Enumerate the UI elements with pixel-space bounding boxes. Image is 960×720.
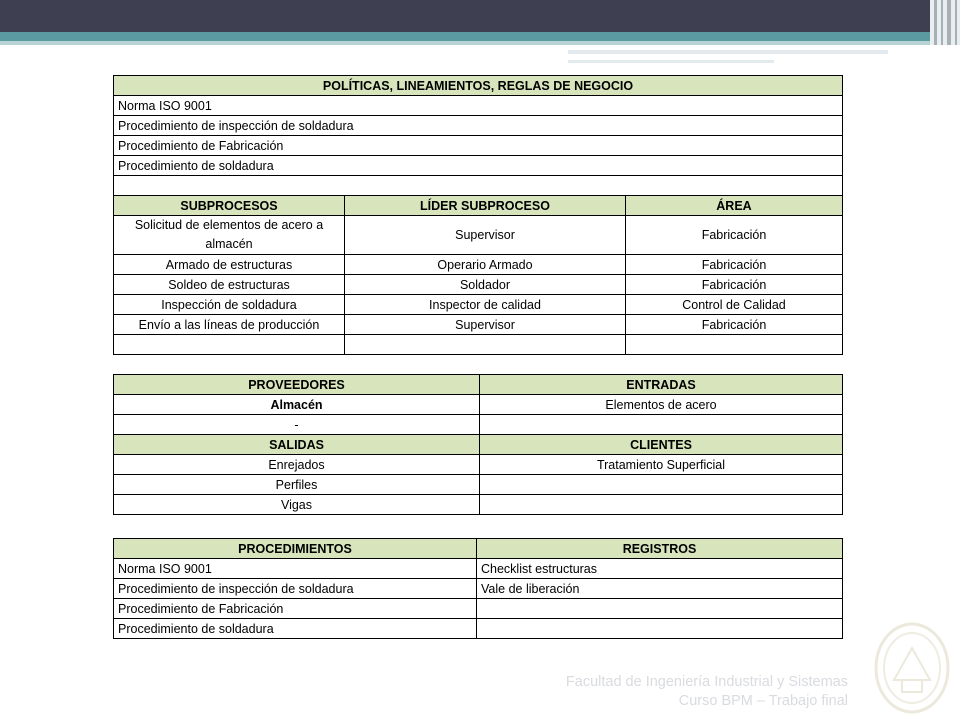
footer-faculty: Facultad de Ingeniería Industrial y Sistemas — [565, 674, 848, 690]
policy-item: Norma ISO 9001 — [114, 96, 843, 116]
subprocess-cell: Armado de estructuras — [114, 255, 345, 275]
client-cell — [480, 495, 843, 515]
slide-top-bar — [0, 0, 930, 32]
slide-footer — [566, 673, 848, 711]
client-cell: Tratamiento Superficial — [480, 455, 843, 475]
policy-item: Procedimiento de inspección de soldadura — [114, 116, 843, 136]
accent-line-1 — [568, 50, 888, 54]
slide-teal-band-light — [0, 41, 930, 45]
clients-header: CLIENTES — [480, 435, 843, 455]
procedure-cell: Procedimiento de Fabricación — [114, 599, 477, 619]
empty-row — [114, 176, 843, 196]
leader-cell: Supervisor — [345, 216, 626, 255]
empty-row — [114, 335, 843, 355]
subprocess-cell: Inspección de soldadura — [114, 295, 345, 315]
input-cell — [480, 415, 843, 435]
table-row — [114, 315, 843, 335]
university-seal-icon — [872, 620, 952, 715]
policies-subprocesses-table — [113, 75, 843, 355]
policy-item: Procedimiento de Fabricación — [114, 136, 843, 156]
record-cell: Checklist estructuras — [477, 559, 843, 579]
supplier-cell: - — [114, 415, 480, 435]
slide-teal-band — [0, 32, 930, 41]
subprocesses-header: SUBPROCESOS — [114, 196, 345, 216]
leader-header: LÍDER SUBPROCESO — [345, 196, 626, 216]
table-row — [114, 579, 843, 599]
area-cell: Fabricación — [626, 216, 843, 255]
output-cell: Vigas — [114, 495, 480, 515]
procedures-table — [113, 538, 843, 639]
records-header: REGISTROS — [477, 539, 843, 559]
slide-right-stripes — [930, 0, 960, 45]
outputs-header: SALIDAS — [114, 435, 480, 455]
output-cell: Enrejados — [114, 455, 480, 475]
inputs-header: ENTRADAS — [480, 375, 843, 395]
supplier-cell: Almacén — [114, 395, 480, 415]
record-cell: Vale de liberación — [477, 579, 843, 599]
area-cell: Fabricación — [626, 315, 843, 335]
table-row — [114, 559, 843, 579]
area-cell: Fabricación — [626, 255, 843, 275]
leader-cell: Operario Armado — [345, 255, 626, 275]
table-row — [114, 455, 843, 475]
client-cell — [480, 475, 843, 495]
leader-cell: Soldador — [345, 275, 626, 295]
table-row — [114, 275, 843, 295]
record-cell — [477, 599, 843, 619]
subprocess-cell: Envío a las líneas de producción — [114, 315, 345, 335]
area-cell: Fabricación — [626, 275, 843, 295]
table-row — [114, 475, 843, 495]
table-row — [114, 255, 843, 275]
table-row — [114, 295, 843, 315]
record-cell — [477, 619, 843, 639]
procedure-cell: Procedimiento de soldadura — [114, 619, 477, 639]
table-row — [114, 415, 843, 435]
suppliers-header: PROVEEDORES — [114, 375, 480, 395]
table-row — [114, 495, 843, 515]
leader-cell: Supervisor — [345, 315, 626, 335]
procedures-header: PROCEDIMIENTOS — [114, 539, 477, 559]
output-cell: Perfiles — [114, 475, 480, 495]
accent-line-2 — [568, 60, 774, 63]
io-table — [113, 374, 843, 515]
procedure-cell: Procedimiento de inspección de soldadura — [114, 579, 477, 599]
table-row — [114, 599, 843, 619]
subprocess-cell: Solicitud de elementos de acero a almacén — [114, 216, 345, 255]
procedure-cell: Norma ISO 9001 — [114, 559, 477, 579]
table-row — [114, 619, 843, 639]
input-cell: Elementos de acero — [480, 395, 843, 415]
policies-header: POLÍTICAS, LINEAMIENTOS, REGLAS DE NEGOCIO — [114, 76, 843, 96]
footer-course: Curso BPM – Trabajo final — [678, 693, 848, 709]
leader-cell: Inspector de calidad — [345, 295, 626, 315]
area-header: ÁREA — [626, 196, 843, 216]
subprocess-cell: Soldeo de estructuras — [114, 275, 345, 295]
table-row — [114, 395, 843, 415]
policy-item: Procedimiento de soldadura — [114, 156, 843, 176]
area-cell: Control de Calidad — [626, 295, 843, 315]
table-row — [114, 216, 843, 255]
